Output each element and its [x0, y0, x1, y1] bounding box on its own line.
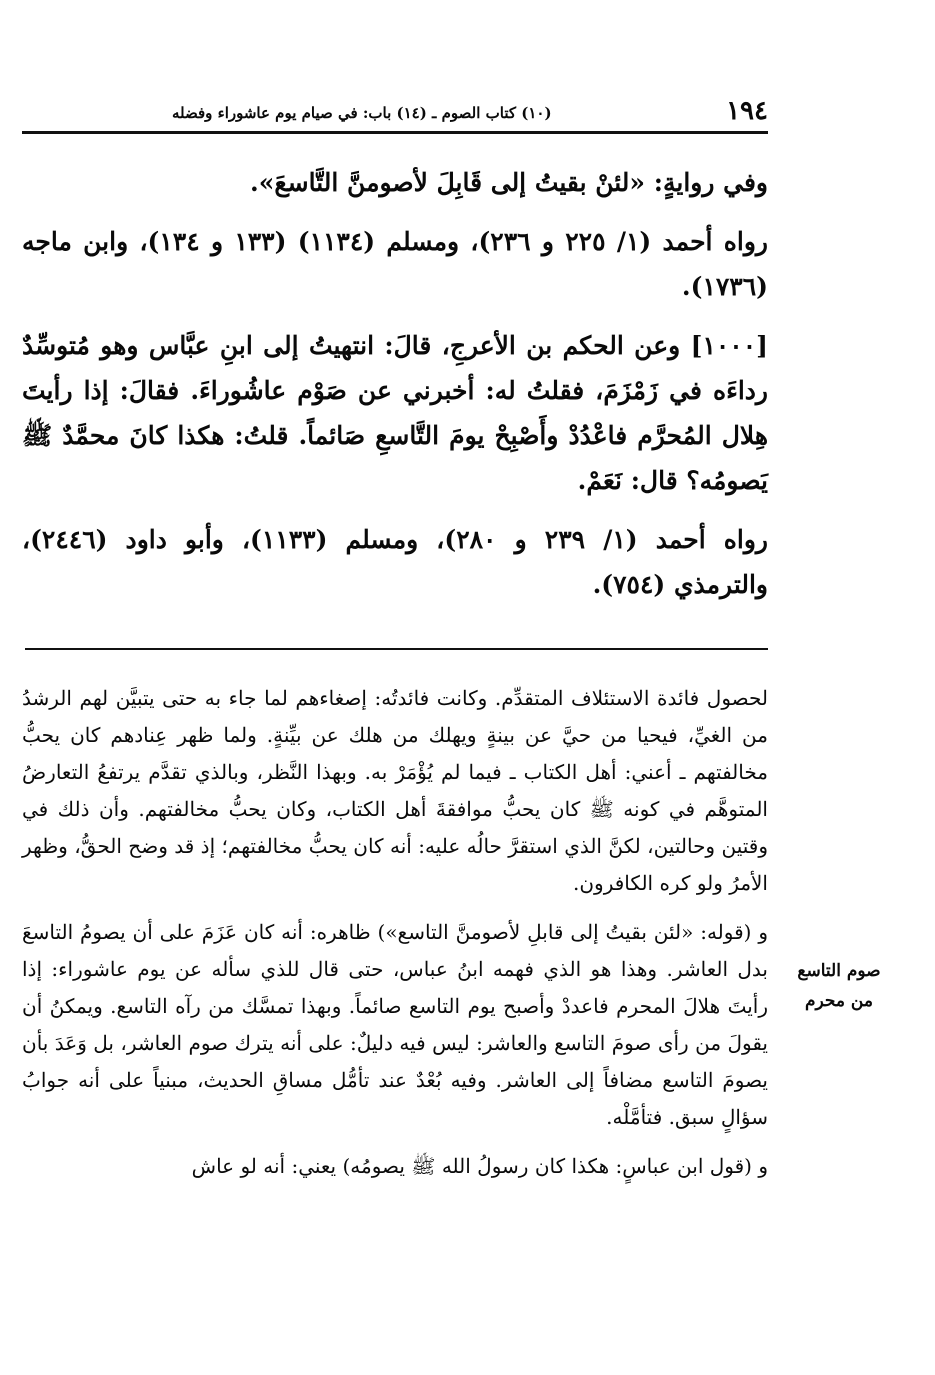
- page-header: [22, 96, 768, 130]
- margin-heading: [780, 956, 898, 1016]
- hadith-1000: [22, 323, 768, 503]
- page-number: ١٩٤: [726, 96, 768, 126]
- commentary: [22, 680, 768, 1197]
- running-title: (١٠) كتاب الصوم ـ (١٤) باب: في صيام يوم عاشوراء وفضله: [172, 104, 552, 122]
- main-text: [22, 160, 768, 621]
- hadith-variant: وفي روايةٍ: «لئنْ بقيتُ إلى قَابِلَ لأصومنَّ التَّاسعَ».: [250, 168, 768, 197]
- header-rule: [22, 131, 768, 134]
- margin-heading-line: صوم التاسع: [797, 961, 881, 981]
- hadith-reference: رواه أحمد (١/ ٢٣٩ و ٢٨٠)، ومسلم (١١٣٣)، وأبو داود (٢٤٤٦)، والترمذي (٧٥٤).: [22, 525, 768, 599]
- commentary-paragraph: و (قوله: «لئن بقيتُ إلى قابلِ لأصومنَّ التاسع») ظاهره: أنه كان عَزَمَ على أن يصومُ التاسعَ بدل العاشر. وهذا هو الذي فهمه ابنُ عباس، حتى قال للذي سأله عن يوم عاشوراء: إذا رأيتَ هلالَ المحرم فاعددْ وأصبح يوم التاسع صائماً. وبهذا تمسَّك من رآه التاسع. ويمكنُ أن يقولَ من رأى صومَ التاسع والعاشر: ليس فيه دليلٌ: على أنه يترك صوم العاشر، بل وَعَدَ بأن يصومَ التاسع مضافاً إلى العاشر. وفيه بُعْدٌ عند تأمُّل مساقِ الحديث، مبنياً على أنه جوابُ سؤالٍ سبق. فتأمَّلْه.: [22, 920, 768, 1129]
- hadith-text: وعن الحكم بن الأعرجِ، قالَ: انتهيتُ إلى ابنِ عبَّاس وهو مُتوسِّدٌ رداءَه في زَمْزَمَ، فقلتُ له: أخبرني عن صَوْم عاشُوراءَ. فقالَ: إذا رأيتَ هِلال المُحرَّم فاعْدُدْ وأَصْبِحْ يومَ التَّاسعِ صَائماً. قلتُ: هكذا كانَ محمَّدٌ ﷺ يَصومُه؟ قال: نَعَمْ.: [22, 331, 768, 495]
- hadith-reference: رواه أحمد (١/ ٢٢٥ و ٢٣٦)، ومسلم (١١٣٤) (١٣٣ و ١٣٤)، وابن ماجه (١٧٣٦).: [22, 227, 768, 301]
- hadith-number: [١٠٠٠]: [690, 331, 768, 360]
- commentary-paragraph: و (قول ابن عباسٍ: هكذا كان رسولُ الله ﷺ يصومُه) يعني: أنه لو عاش: [191, 1154, 768, 1178]
- margin-heading-line: من محرم: [805, 991, 873, 1011]
- commentary-paragraph: لحصول فائدة الاستئلاف المتقدِّم. وكانت فائدتُه: إصغاءهم لما جاء به حتى يتبيَّن لهم الرشدُ من الغيِّ، فيحيا من حيَّ عن بينةٍ ويهلك من هلك عن بيِّنةٍ. ولما ظهر عِنادهم كان يحبُّ مخالفتهم ـ أعني: أهل الكتاب ـ فيما لم يُؤْمَرْ به. وبهذا النَّظر، وبالذي تقدَّم يرتفعُ التعارضُ المتوهَّم في كونه ﷺ كان يحبُّ موافقةَ أهل الكتاب، وكان يحبُّ مخالفتهم. وأن ذلك في وقتين وحالتين، لكنَّ الذي استقرَّ حالُه عليه: أنه كان يحبُّ مخالفتهم؛ إذ قد وضح الحقُّ، وظهر الأمرُ ولو كره الكافرون.: [22, 686, 768, 895]
- footnote-rule: [25, 648, 768, 650]
